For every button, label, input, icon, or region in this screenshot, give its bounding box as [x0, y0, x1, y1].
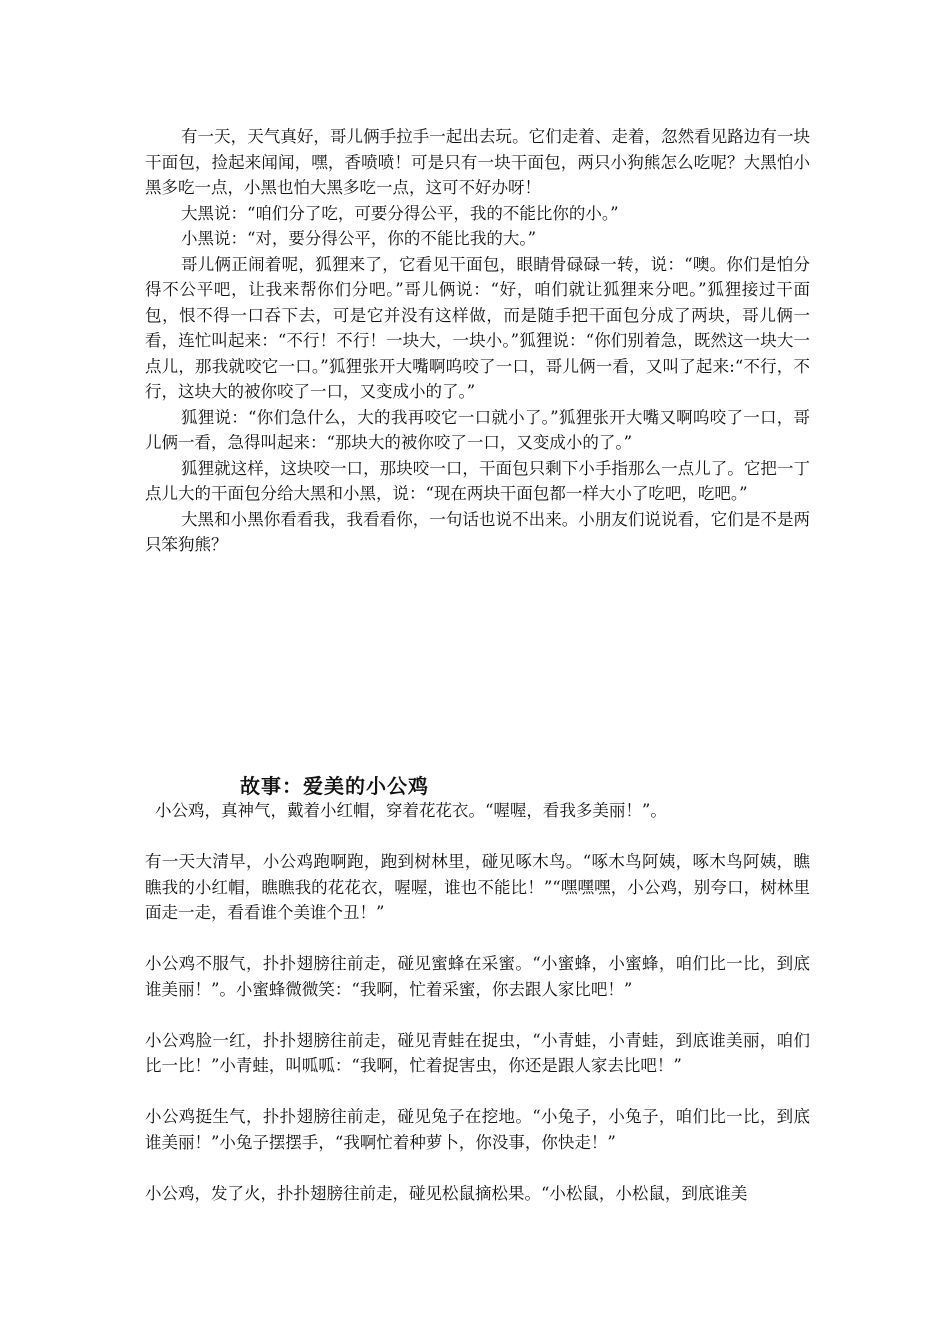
story1-paragraph: 大黑说：“咱们分了吃，可要分得公平，我的不能比你的小。”: [181, 203, 619, 223]
story1-paragraph: 狐狸说：“你们急什么，大的我再咬它一口就小了。”狐狸张开大嘴又啊呜咬了一口，哥儿俩一看，急得叫起来：“那块大的被你咬了一口，又变成小的了。”: [145, 407, 810, 452]
story1-paragraph: 小黑说：“对，要分得公平，你的不能比我的大。”: [181, 229, 537, 248]
story2-paragraph: 小公鸡，真神气，戴着小红帽，穿着花花衣。“喔喔，看我多美丽！”。: [155, 801, 667, 820]
story2-body: [145, 798, 810, 1232]
story2-paragraph: 小公鸡挺生气，扑扑翅膀往前走，碰见兔子在挖地。“小兔子，小兔子，咱们比一比，到底谁美丽！”小兔子摆摆手，“我啊忙着种萝卜，你没事，你快走！”: [145, 1107, 810, 1152]
story1-paragraph: 哥儿俩正闹着呢，狐狸来了，它看见干面包，眼睛骨碌碌一转，说：“噢。你们是怕分得不公平吧，让我来帮你们分吧。”哥儿俩说：“好，咱们就让狐狸来分吧。”狐狸接过干面包，恨不得一口吞下去，可是它并没有这样做，而是随手把干面包分成了两块，哥儿俩一看，连忙叫起来：“不行！不行！一块大，一块小。”狐狸说：“你们别着急，既然这一块大一点儿，那我就咬它一口。”狐狸张开大嘴啊呜咬了一口，哥儿俩一看，又叫了起来:“不行，不行，这块大的被你咬了一口，又变成小的了。”: [145, 254, 810, 401]
story2-paragraph: 小公鸡脸一红，扑扑翅膀往前走，碰见青蛙在捉虫，“小青蛙，小青蛙，到底谁美丽，咱们比一比！”小青蛙，叫呱呱：“我啊，忙着捉害虫，你还是跟人家去比吧！”: [145, 1030, 810, 1075]
story1-body: [145, 124, 810, 558]
story1-paragraph: 大黑和小黑你看看我，我看看你，一句话也说不出来。小朋友们说说看，它们是不是两只笨狗熊？: [145, 509, 810, 554]
story2-title: 故事：爱美的小公鸡: [240, 774, 429, 798]
story1-paragraph: 狐狸就这样，这块咬一口，那块咬一口，干面包只剩下小手指那么一点儿了。它把一丁点儿大的干面包分给大黑和小黑，说：“现在两块干面包都一样大小了吃吧，吃吧。”: [145, 458, 810, 503]
story2-paragraph: 有一天大清早，小公鸡跑啊跑，跑到树林里，碰见啄木鸟。“啄木鸟阿姨，啄木鸟阿姨，瞧瞧我的小红帽，瞧瞧我的花花衣，喔喔，谁也不能比！”“嘿嘿嘿，小公鸡，别夸口，树林里面走一走，看看谁个美谁个丑！”: [145, 852, 810, 922]
story2-paragraph: 小公鸡不服气，扑扑翅膀往前走，碰见蜜蜂在采蜜。“小蜜蜂，小蜜蜂，咱们比一比，到底谁美丽！”。小蜜蜂微微笑：“我啊，忙着采蜜，你去跟人家比吧！”: [145, 954, 810, 999]
story1-paragraph: 有一天，天气真好，哥儿俩手拉手一起出去玩。它们走着、走着，忽然看见路边有一块干面包，捡起来闻闻，嘿，香喷喷！可是只有一块干面包，两只小狗熊怎么吃呢？大黑怕小黑多吃一点，小黑也怕大黑多吃一点，这可不好办呀！: [145, 127, 810, 197]
story2-paragraph: 小公鸡，发了火，扑扑翅膀往前走，碰见松鼠摘松果。“小松鼠，小松鼠，到底谁美: [145, 1183, 748, 1203]
